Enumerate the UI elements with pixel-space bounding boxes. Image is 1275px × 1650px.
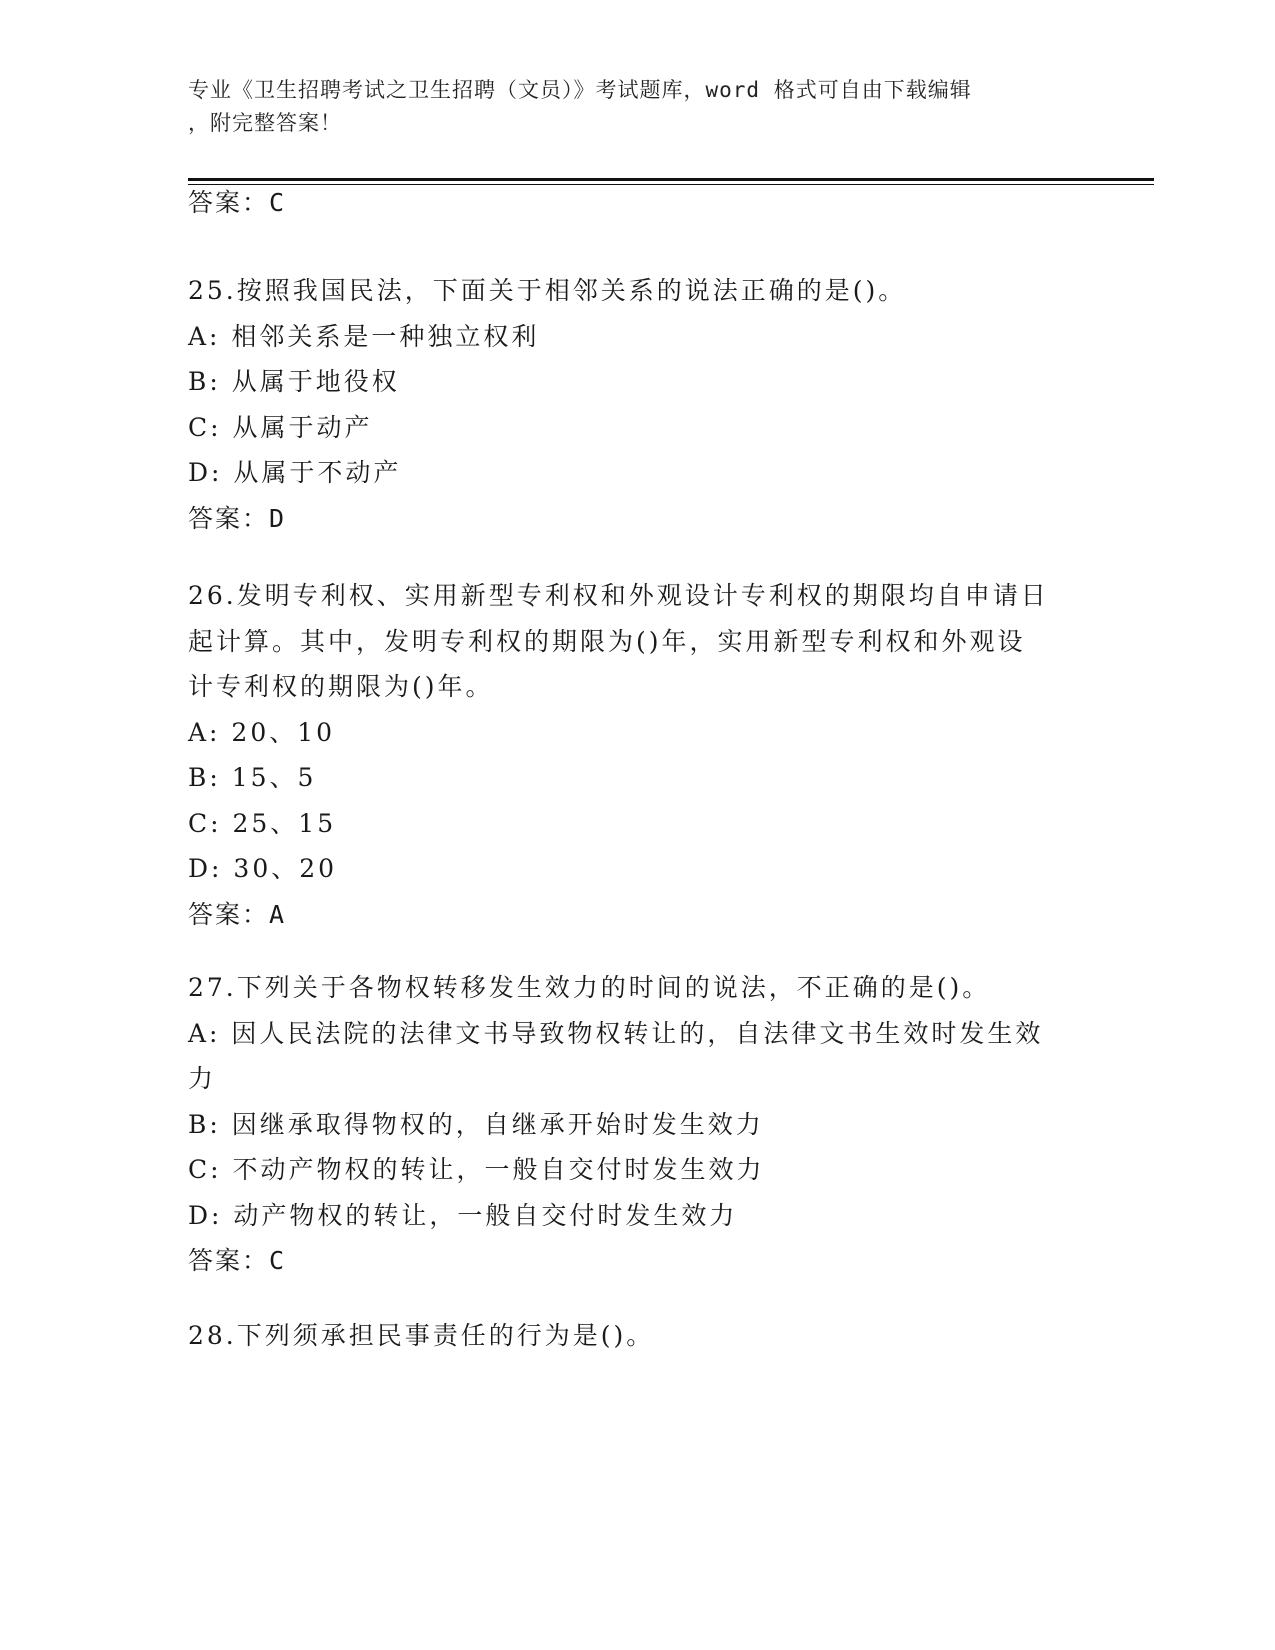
- previous-answer: [188, 180, 1088, 226]
- option-b: B: 从属于地役权: [188, 367, 400, 396]
- document-header: [188, 74, 1068, 140]
- answer-line: [188, 1238, 1088, 1284]
- option-a: A: 20、10: [188, 717, 336, 747]
- question-stem: 27.下列关于各物权转移发生效力的时间的说法，不正确的是()。: [188, 973, 991, 1002]
- question-stem: 起计算。其中，发明专利权的期限为()年，实用新型专利权和外观设: [188, 626, 1026, 656]
- answer-label: 答案：: [188, 503, 270, 533]
- option-a: A: 因人民法院的法律文书导致物权转让的，自法律文书生效时发生效: [188, 1018, 1044, 1048]
- question-26: [188, 573, 1088, 937]
- answer-line: [188, 892, 1088, 938]
- option-a: A: 相邻关系是一种独立权利: [188, 321, 540, 351]
- option-d: D: 从属于不动产: [188, 458, 402, 487]
- question-25: [188, 268, 1088, 541]
- option-a-continued: 力: [188, 1064, 217, 1093]
- option-c: C: 从属于动产: [188, 412, 373, 442]
- answer-label: 答案：: [188, 1246, 270, 1275]
- header-line-2: ，附完整答案！: [188, 111, 342, 135]
- option-c: C: 25、15: [188, 808, 337, 838]
- option-c: C: 不动产物权的转让，一般自交付时发生效力: [188, 1155, 765, 1184]
- header-line-1: 专业《卫生招聘考试之卫生招聘（文员）》考试题库，word 格式可自由下载编辑: [188, 78, 972, 102]
- option-b: B: 因继承取得物权的，自继承开始时发生效力: [188, 1109, 764, 1139]
- answer-value: C: [269, 1246, 287, 1275]
- option-d: D: 30、20: [188, 854, 338, 883]
- question-stem: 25.按照我国民法，下面关于相邻关系的说法正确的是()。: [188, 276, 907, 305]
- option-d: D: 动产物权的转让，一般自交付时发生效力: [188, 1200, 738, 1230]
- answer-line: [188, 496, 1088, 542]
- question-stem: 计专利权的期限为()年。: [188, 672, 494, 701]
- option-b: B: 15、5: [188, 763, 317, 792]
- question-stem: 26.发明专利权、实用新型专利权和外观设计专利权的期限均自申请日: [188, 581, 1049, 610]
- answer-label: 答案：: [188, 899, 270, 929]
- question-27: [188, 965, 1088, 1284]
- answer-value: D: [269, 503, 287, 533]
- question-stem: 28.下列须承担民事责任的行为是()。: [188, 1321, 655, 1350]
- question-28: [188, 1313, 1088, 1359]
- answer-value: A: [269, 899, 287, 929]
- answer-value: C: [269, 188, 287, 217]
- answer-label: 答案：: [188, 188, 270, 217]
